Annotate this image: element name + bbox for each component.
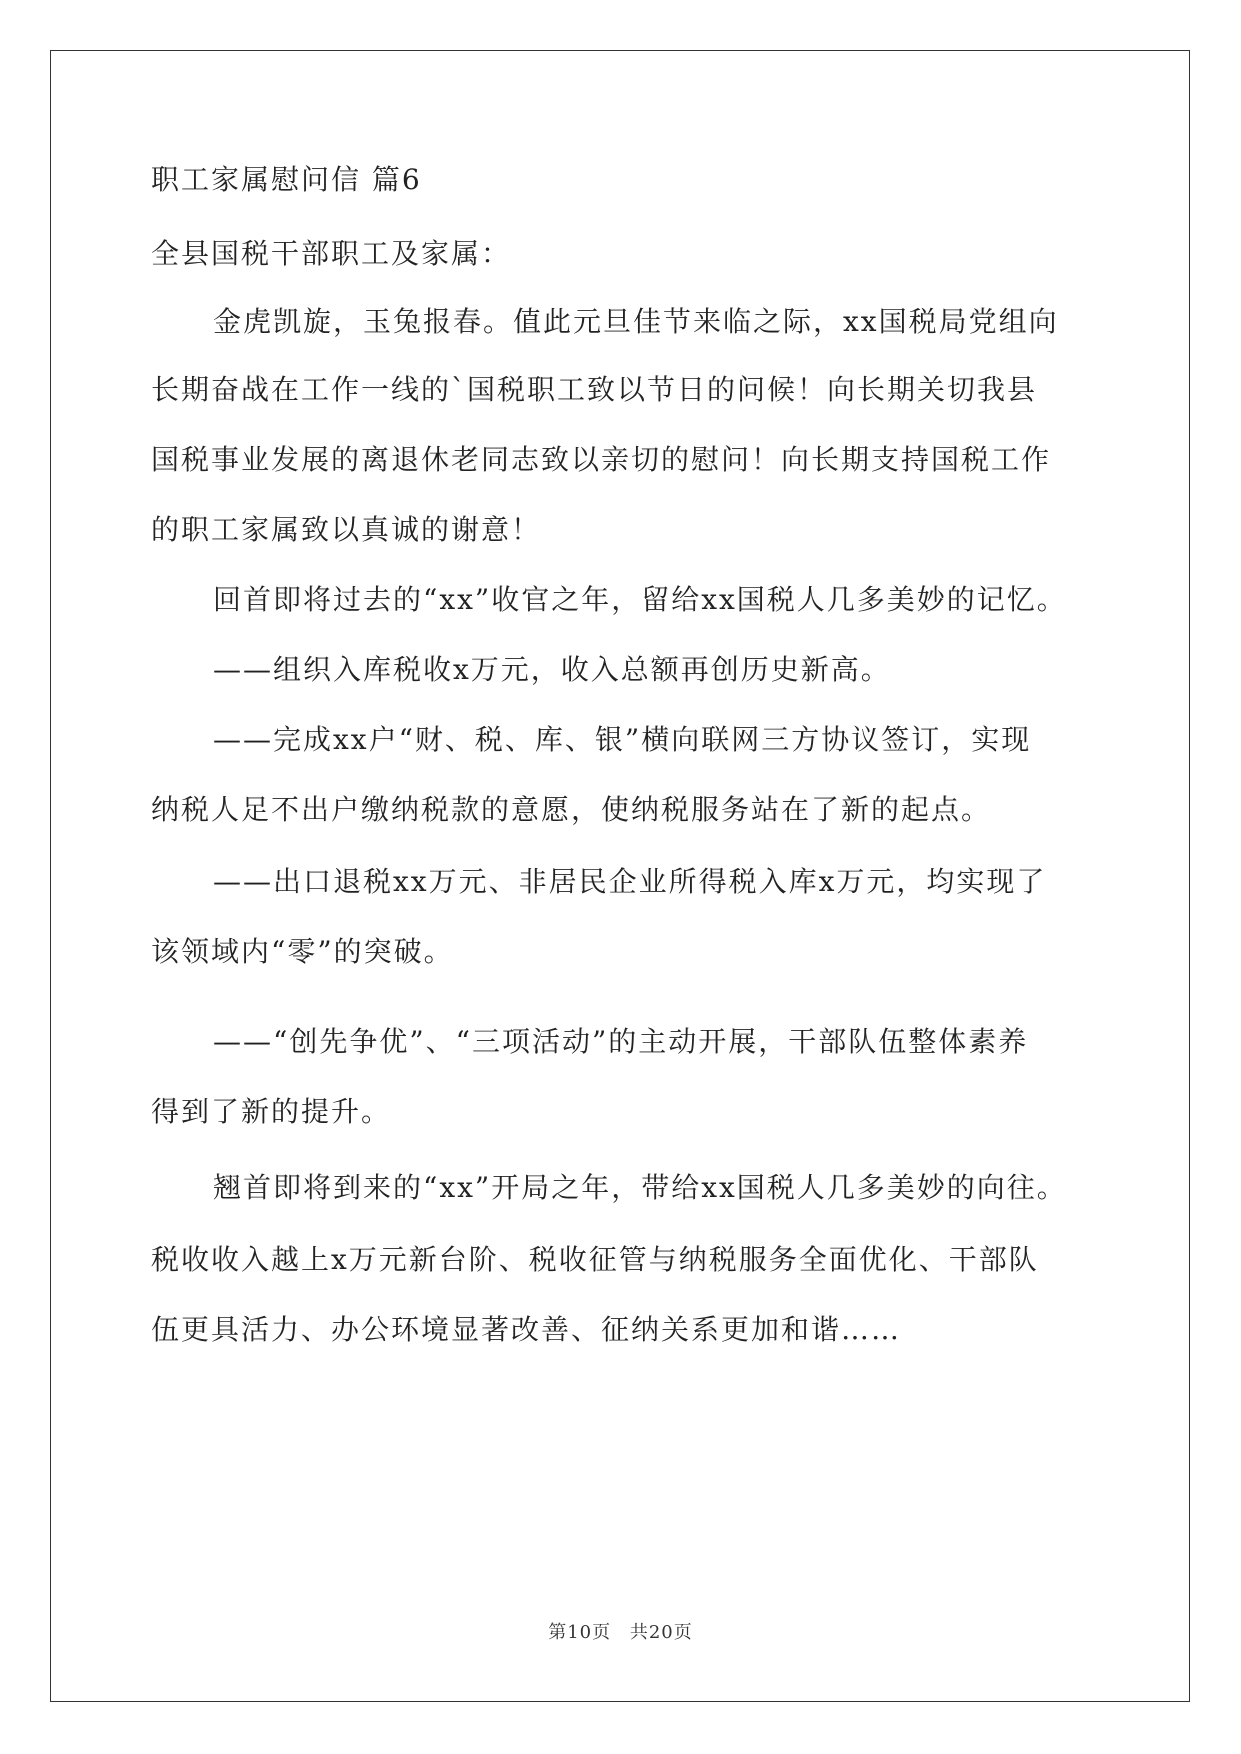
paragraph-line: ——“创先争优”、“三项活动”的主动开展，干部队伍整体素养 (213, 1025, 1029, 1058)
paragraph-line: 的职工家属致以真诚的谢意！ (151, 513, 542, 546)
paragraph-line: ——出口退税xx万元、非居民企业所得税入库x万元，均实现了 (213, 865, 1047, 898)
paragraph-line: 翘首即将到来的“xx”开局之年，带给xx国税人几多美妙的向往。 (213, 1171, 1067, 1204)
paragraph-line: 伍更具活力、办公环境显著改善、征纳关系更加和谐…… (151, 1313, 902, 1346)
paragraph-line: 得到了新的提升。 (151, 1095, 392, 1128)
salutation: 全县国税干部职工及家属： (151, 237, 512, 270)
paragraph-line: 长期奋战在工作一线的`国税职工致以节日的问候！向长期关切我县 (151, 373, 1038, 406)
paragraph-line: 回首即将过去的“xx”收官之年，留给xx国税人几多美妙的记忆。 (213, 583, 1067, 616)
paragraph-line: 该领域内“零”的突破。 (151, 935, 454, 968)
page-number-total: 共20页 (629, 1622, 693, 1643)
document-title: 职工家属慰问信 篇6 (151, 163, 422, 196)
page-number-current: 第10页 (548, 1622, 612, 1643)
paragraph-line: 税收收入越上x万元新台阶、税收征管与纳税服务全面优化、干部队 (151, 1243, 1039, 1276)
page-footer (0, 1618, 1241, 1644)
paragraph-line: 国税事业发展的离退休老同志致以亲切的慰问！向长期支持国税工作 (151, 443, 1052, 476)
paragraph-line: ——完成xx户“财、税、库、银”横向联网三方协议签订，实现 (213, 723, 1032, 756)
paragraph-line: 金虎凯旋，玉兔报春。值此元旦佳节来临之际，xx国税局党组向 (213, 305, 1059, 338)
paragraph-line: 纳税人足不出户缴纳税款的意愿，使纳税服务站在了新的起点。 (151, 793, 992, 826)
paragraph-line: ——组织入库税收x万元，收入总额再创历史新高。 (213, 653, 891, 686)
